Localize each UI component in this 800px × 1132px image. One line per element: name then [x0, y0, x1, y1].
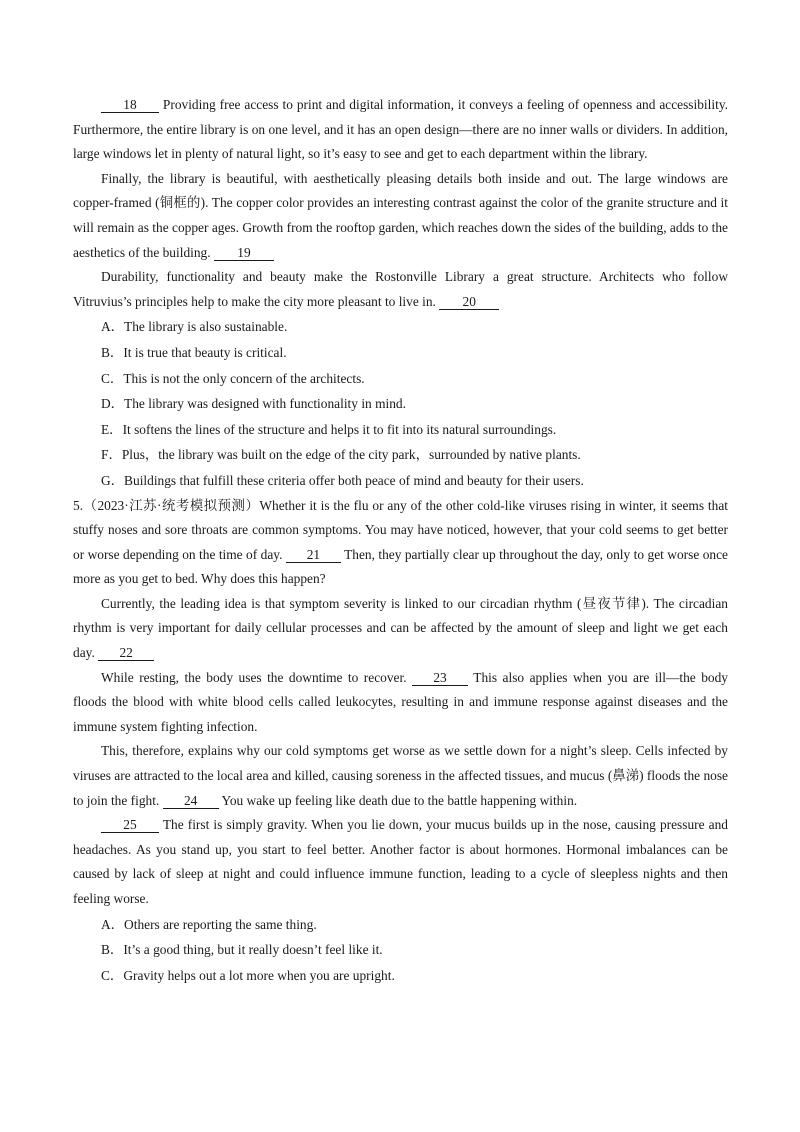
- question-header: 5.（2023·江苏·统考模拟预测）: [73, 497, 260, 513]
- option-d: D．The library was designed with functionality in mind.: [101, 396, 406, 412]
- answer-blank-20[interactable]: 20: [439, 294, 499, 310]
- option-g: G．Buildings that fulfill these criteria offer both peace of mind and beauty for their users.: [101, 472, 584, 488]
- option-a: A．The library is also sustainable.: [101, 319, 288, 335]
- paragraph-text: The first is simply gravity. When you lie down, your mucus builds up in the nose, causing pressure and headaches. As you stand up, you start to feel better. Another factor is about hormones. Hormonal imbalances can be caused by lack of sleep at night and could influence immune function, leading to a cycle of sleepless nights and then feeling worse.: [73, 817, 728, 906]
- paragraph-text: Providing free access to print and digital information, it conveys a feeling of openness and accessibility. Furthermore, the entire library is on one level, and it has an open design—there are no inner walls or dividers. In addition, large windows let in plenty of natural light, so it’s easy to see and get to each department within the library.: [73, 97, 728, 162]
- paragraph-q24: [73, 739, 728, 813]
- option-e: E．It softens the lines of the structure and helps it to fit into its natural surroundings.: [101, 421, 557, 437]
- paragraph-q22: [73, 592, 728, 666]
- paragraph-text: Whether it is the flu or any of the other cold-like viruses rising in winter, it seems that stuffy noses and sore throats are common symptoms. You may have noticed, however, that your cold seems to get better or worse depending on the time of day.: [73, 497, 728, 562]
- answer-blank-19[interactable]: 19: [214, 245, 274, 261]
- paragraph-q19: [73, 167, 728, 265]
- paragraph-q18: [73, 93, 728, 167]
- options-list-5: [73, 912, 728, 989]
- option-c: C．Gravity helps out a lot more when you are upright.: [101, 967, 395, 983]
- answer-blank-22[interactable]: 22: [98, 645, 154, 661]
- option-b: B．It’s a good thing, but it really doesn’t feel like it.: [101, 942, 383, 958]
- paragraph-text: While resting, the body uses the downtime to recover.: [101, 669, 413, 685]
- answer-blank-23[interactable]: 23: [412, 670, 468, 686]
- answer-blank-18[interactable]: 18: [101, 97, 159, 113]
- answer-blank-25[interactable]: 25: [101, 817, 159, 833]
- paragraph-text: Then, they partially clear up throughout the day, only to get worse once more as you get to bed. Why does this happen?: [73, 546, 728, 587]
- paragraph-text: Currently, the leading idea is that symptom severity is linked to our circadian rhythm (昼夜节律). The circadian rhythm is very important for daily cellular processes and can be affected by the amount of sleep and light we get each day.: [73, 595, 728, 661]
- paragraph-text: This, therefore, explains why our cold symptoms get worse as we settle down for a night’s sleep. Cells infected by viruses are attracted to the local area and killed, causing soreness in the affected tissues, and mucus (鼻涕) floods the nose to join the fight.: [73, 743, 728, 808]
- options-list-4: [73, 314, 728, 493]
- option-b: B．It is true that beauty is critical.: [101, 344, 287, 360]
- question-5-intro: [73, 494, 728, 592]
- answer-blank-24[interactable]: 24: [163, 793, 219, 809]
- paragraph-q20: [73, 265, 728, 314]
- option-a: A．Others are reporting the same thing.: [101, 916, 317, 932]
- answer-blank-21[interactable]: 21: [286, 547, 341, 563]
- paragraph-text: This also applies when you are ill—the body floods the blood with white blood cells called leukocytes, resulting in and immune response against diseases and the immune system fighting infection.: [73, 669, 728, 734]
- option-c: C．This is not the only concern of the architects.: [101, 370, 365, 386]
- paragraph-text: You wake up feeling like death due to the battle happening within.: [218, 792, 578, 808]
- paragraph-q23: [73, 666, 728, 740]
- paragraph-q25: [73, 813, 728, 911]
- option-f: F．Plus，the library was built on the edge of the city park，surrounded by native plants.: [101, 447, 581, 463]
- paragraph-text: Durability, functionality and beauty make the Rostonville Library a great structure. Architects who follow Vitruvius’s principles help to make the city more pleasant to live in.: [73, 269, 728, 309]
- paragraph-text: Finally, the library is beautiful, with aesthetically pleasing details both inside and out. The large windows are copper-framed (铜框的). The copper color provides an interesting contrast against the color of the granite structure and it will remain as the copper ages. Growth from the rooftop garden, which reaches down the sides of the building, adds to the aesthetics of the building.: [73, 170, 728, 260]
- document-page: [73, 93, 728, 988]
